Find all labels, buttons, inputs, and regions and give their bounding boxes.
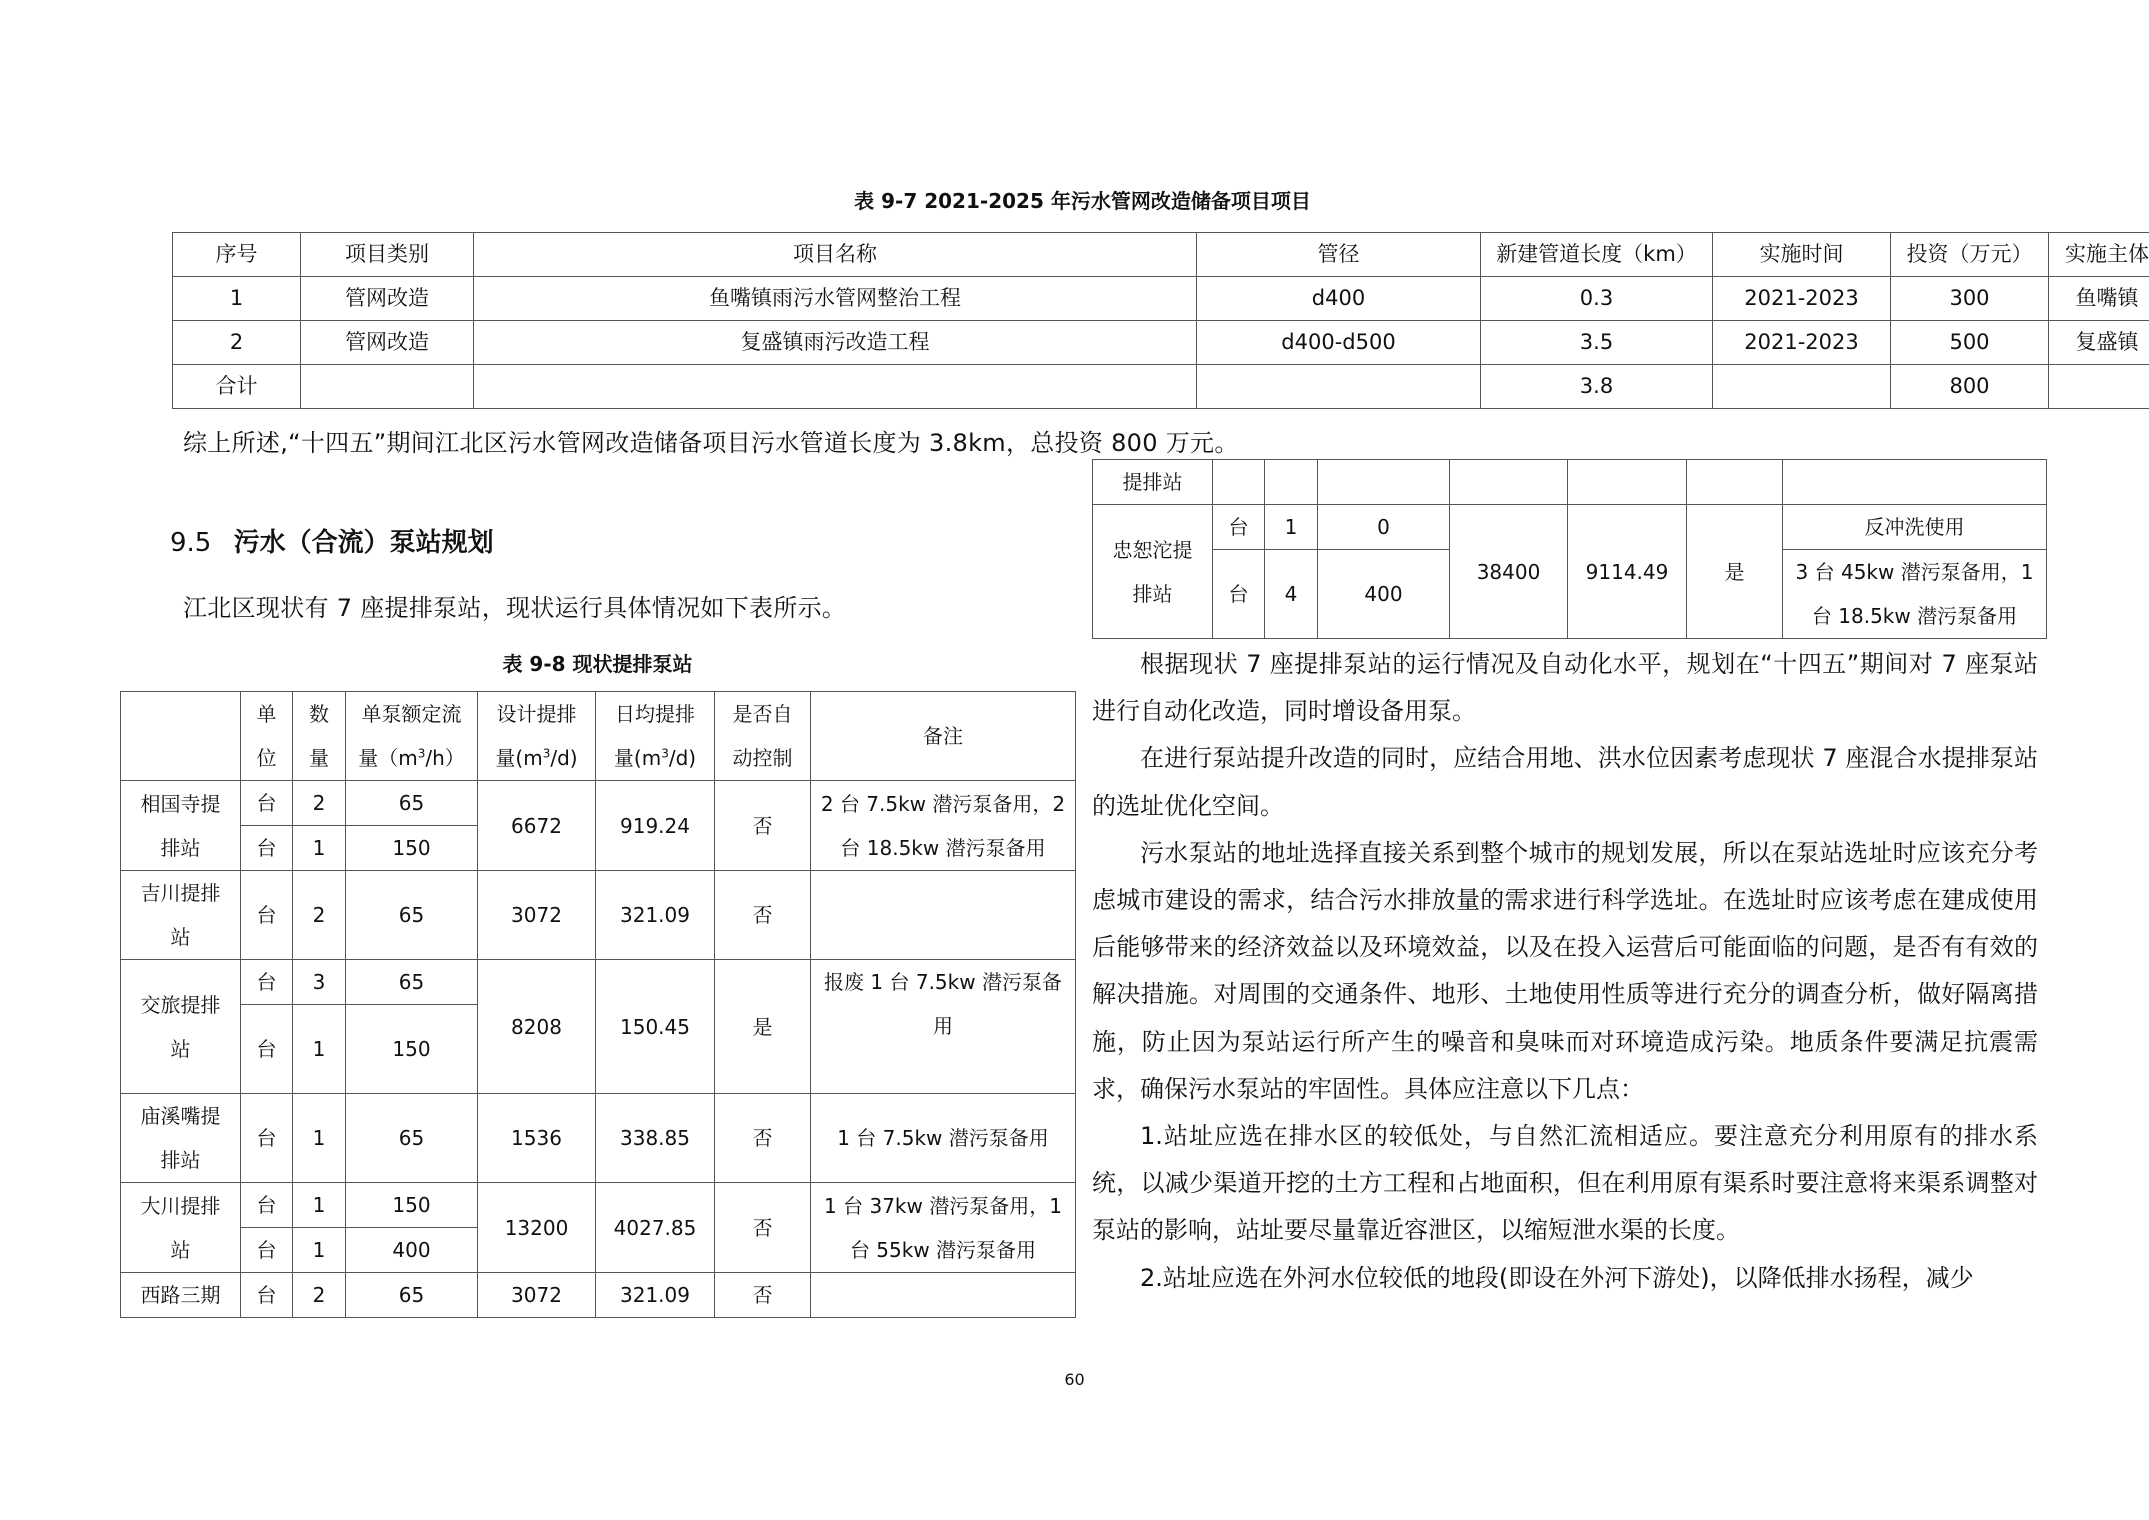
table-cell: 复盛镇雨污改造工程	[474, 321, 1197, 365]
page-number: 60	[1064, 1370, 1085, 1389]
header-cell: 日均提排 量$(m^3/d)$	[596, 692, 715, 781]
header-cell: 项目类别	[301, 233, 474, 277]
station-name: 相国寺提 排站	[121, 781, 241, 871]
table-cell: 0	[1318, 505, 1450, 550]
table-cell: d400	[1197, 277, 1481, 321]
station-name: 大川提排 站	[121, 1183, 241, 1273]
summary-paragraph: 综上所述,“十四五”期间江北区污水管网改造储备项目污水管道长度为 3.8km，总投资 800 万元。	[183, 429, 1239, 457]
table-cell: 台	[241, 960, 293, 1005]
table-9-7	[172, 232, 2149, 409]
table-cell: 13200	[478, 1183, 596, 1273]
header-cell: 备注	[811, 692, 1076, 781]
table-cell: 2	[293, 1273, 346, 1318]
table-cell: 2021-2023	[1713, 321, 1891, 365]
note-cell: 2 台 7.5kw 潜污泵备用，2 台 18.5kw 潜污泵备用	[811, 781, 1076, 871]
intro-paragraph: 江北区现状有 7 座提排泵站，现状运行具体情况如下表所示。	[183, 594, 847, 622]
table-9-8-continued	[1092, 459, 2047, 639]
table-cell: 321.09	[596, 1273, 715, 1318]
table-cell: 管网改造	[301, 277, 474, 321]
header-cell: 管径	[1197, 233, 1481, 277]
table-9-8-caption: 表 9-8 现状提排泵站	[502, 652, 693, 676]
section-heading	[170, 522, 494, 559]
table-cell: 否	[715, 1273, 811, 1318]
table-cell: 台	[241, 781, 293, 826]
table-row	[1093, 505, 2047, 550]
table-cell: 65	[346, 1094, 478, 1183]
header-cell: 是否自 动控制	[715, 692, 811, 781]
table-cell: 500	[1891, 321, 2049, 365]
header-cell: 单泵额定流 量$(m^3/h)$	[346, 692, 478, 781]
table-cell: 1536	[478, 1094, 596, 1183]
table-cell: 150	[346, 1005, 478, 1094]
body-paragraph: 在进行泵站提升改造的同时，应结合用地、洪水位因素考虑现状 7 座混合水提排泵站的选址优化空间。	[1092, 744, 2038, 820]
station-name: 忠恕沱提 排站	[1093, 505, 1213, 639]
table-total-row	[173, 365, 2149, 409]
header-cell: 实施主体	[2049, 233, 2149, 277]
header-cell: 序号	[173, 233, 301, 277]
table-cell: 150.45	[596, 960, 715, 1094]
table-cell: 321.09	[596, 871, 715, 960]
station-name: 庙溪嘴提 排站	[121, 1094, 241, 1183]
table-cell: 2	[173, 321, 301, 365]
table-cell: 否	[715, 1094, 811, 1183]
table-cell: 台	[241, 1273, 293, 1318]
body-paragraph: 污水泵站的地址选择直接关系到整个城市的规划发展，所以在泵站选址时应该充分考虑城市建设的需求，结合污水排放量的需求进行科学选址。在选址时应该考虑在建成使用后能够带来的经济效益以及环境效益，以及在投入运营后可能面临的问题，是否有有效的解决措施。对周围的交通条件、地形、土地使用性质等进行充分的调查分析，做好隔离措施，防止因为泵站运行所产生的噪音和臭味而对环境造成污染。地质条件要满足抗震需求，确保污水泵站的牢固性。具体应注意以下几点：	[1092, 838, 2038, 1103]
table-cell: 38400	[1450, 505, 1568, 639]
table-cell: 否	[715, 781, 811, 871]
station-name: 吉川提排 站	[121, 871, 241, 960]
header-cell: 数 量	[293, 692, 346, 781]
note-cell	[811, 1273, 1076, 1318]
table-cell: 919.24	[596, 781, 715, 871]
table-cell: 台	[241, 871, 293, 960]
table-cell: 是	[1687, 505, 1783, 639]
table-cell: 管网改造	[301, 321, 474, 365]
table-cell: 鱼嘴镇	[2049, 277, 2149, 321]
table-cell: 1	[293, 1228, 346, 1273]
table-cell: 台	[241, 1183, 293, 1228]
table-cell: 300	[1891, 277, 2049, 321]
table-row	[121, 960, 1076, 1005]
note-cell: 3 台 45kw 潜污泵备用，1 台 18.5kw 潜污泵备用	[1783, 550, 2047, 639]
table-cell: 338.85	[596, 1094, 715, 1183]
table-row	[1093, 460, 2047, 505]
table-cell: 65	[346, 781, 478, 826]
section-title: 污水（合流）泵站规划	[233, 528, 494, 558]
table-cell: 3.5	[1481, 321, 1713, 365]
header-cell: 投资（万元）	[1891, 233, 2049, 277]
header-cell	[121, 692, 241, 781]
table-cell: 0.3	[1481, 277, 1713, 321]
note-cell: 1 台 7.5kw 潜污泵备用	[811, 1094, 1076, 1183]
header-cell: 新建管道长度（km）	[1481, 233, 1713, 277]
table-cell: 1	[293, 1183, 346, 1228]
table-row	[173, 321, 2149, 365]
table-cell: 复盛镇	[2049, 321, 2149, 365]
table-cell: 6672	[478, 781, 596, 871]
table-cell: 是	[715, 960, 811, 1094]
table-cell: 台	[1213, 550, 1265, 639]
note-cell: 1 台 37kw 潜污泵备用，1 台 55kw 潜污泵备用	[811, 1183, 1076, 1273]
body-paragraph: 2.站址应选在外河水位较低的地段(即设在外河下游处)，以降低排水扬程，减少	[1140, 1263, 1974, 1292]
note-cell: 报废 1 台 7.5kw 潜污泵备 用	[811, 960, 1076, 1094]
note-cell: 反冲洗使用	[1783, 505, 2047, 550]
table-cell: 4027.85	[596, 1183, 715, 1273]
header-cell: 设计提排 量$(m^3/d)$	[478, 692, 596, 781]
table-row	[121, 1094, 1076, 1183]
section-number: 9.5	[170, 528, 212, 558]
table-cell: 1	[293, 826, 346, 871]
table-header-row	[173, 233, 2149, 277]
table-cell: 合计	[173, 365, 301, 409]
table-cell: 3.8	[1481, 365, 1713, 409]
table-cell: 1	[293, 1094, 346, 1183]
table-cell: 65	[346, 1273, 478, 1318]
note-cell	[811, 871, 1076, 960]
table-cell: 3072	[478, 871, 596, 960]
table-row	[173, 277, 2149, 321]
table-row	[121, 1273, 1076, 1318]
table-cell: 9114.49	[1568, 505, 1687, 639]
header-cell: 单 位	[241, 692, 293, 781]
table-9-8	[120, 691, 1076, 1318]
table-cell: 2	[293, 871, 346, 960]
header-cell: 实施时间	[1713, 233, 1891, 277]
table-row	[121, 781, 1076, 826]
station-name: 提排站	[1093, 460, 1213, 505]
table-cell: 4	[1265, 550, 1318, 639]
table-cell: 150	[346, 826, 478, 871]
table-cell: 台	[241, 1005, 293, 1094]
table-cell: 800	[1891, 365, 2049, 409]
body-paragraph: 1.站址应选在排水区的较低处，与自然汇流相适应。要注意充分利用原有的排水系统，以减少渠道开挖的土方工程和占地面积，但在利用原有渠系时要注意将来渠系调整对泵站的影响，站址要尽量靠近容泄区，以缩短泄水渠的长度。	[1092, 1122, 2038, 1245]
table-cell: 400	[1318, 550, 1450, 639]
body-text	[1092, 641, 2038, 1302]
table-cell: 台	[1213, 505, 1265, 550]
table-cell: 8208	[478, 960, 596, 1094]
table-cell: 台	[241, 826, 293, 871]
table-cell: 台	[241, 1228, 293, 1273]
table-cell: 否	[715, 871, 811, 960]
station-name: 交旅提排 站	[121, 960, 241, 1094]
table-cell: 台	[241, 1094, 293, 1183]
table-cell: d400-d500	[1197, 321, 1481, 365]
table-cell: 1	[1265, 505, 1318, 550]
table-cell: 鱼嘴镇雨污水管网整治工程	[474, 277, 1197, 321]
table-cell: 65	[346, 960, 478, 1005]
table-cell	[1197, 365, 1481, 409]
table-cell: 3072	[478, 1273, 596, 1318]
table-cell: 150	[346, 1183, 478, 1228]
table-9-7-caption: 表 9-7 2021-2025 年污水管网改造储备项目项目	[854, 189, 1311, 213]
table-row	[121, 1183, 1076, 1228]
table-cell: 400	[346, 1228, 478, 1273]
table-header-row	[121, 692, 1076, 781]
table-cell: 1	[293, 1005, 346, 1094]
table-cell: 3	[293, 960, 346, 1005]
table-cell	[2049, 365, 2149, 409]
header-cell: 项目名称	[474, 233, 1197, 277]
body-paragraph: 根据现状 7 座提排泵站的运行情况及自动化水平，规划在“十四五”期间对 7 座泵站进行自动化改造，同时增设备用泵。	[1092, 650, 2038, 726]
table-cell: 1	[173, 277, 301, 321]
station-name: 西路三期	[121, 1273, 241, 1318]
table-row	[121, 871, 1076, 960]
table-cell: 否	[715, 1183, 811, 1273]
table-cell: 65	[346, 871, 478, 960]
table-cell	[1713, 365, 1891, 409]
table-cell: 2	[293, 781, 346, 826]
table-cell: 2021-2023	[1713, 277, 1891, 321]
table-cell	[301, 365, 474, 409]
table-cell	[474, 365, 1197, 409]
